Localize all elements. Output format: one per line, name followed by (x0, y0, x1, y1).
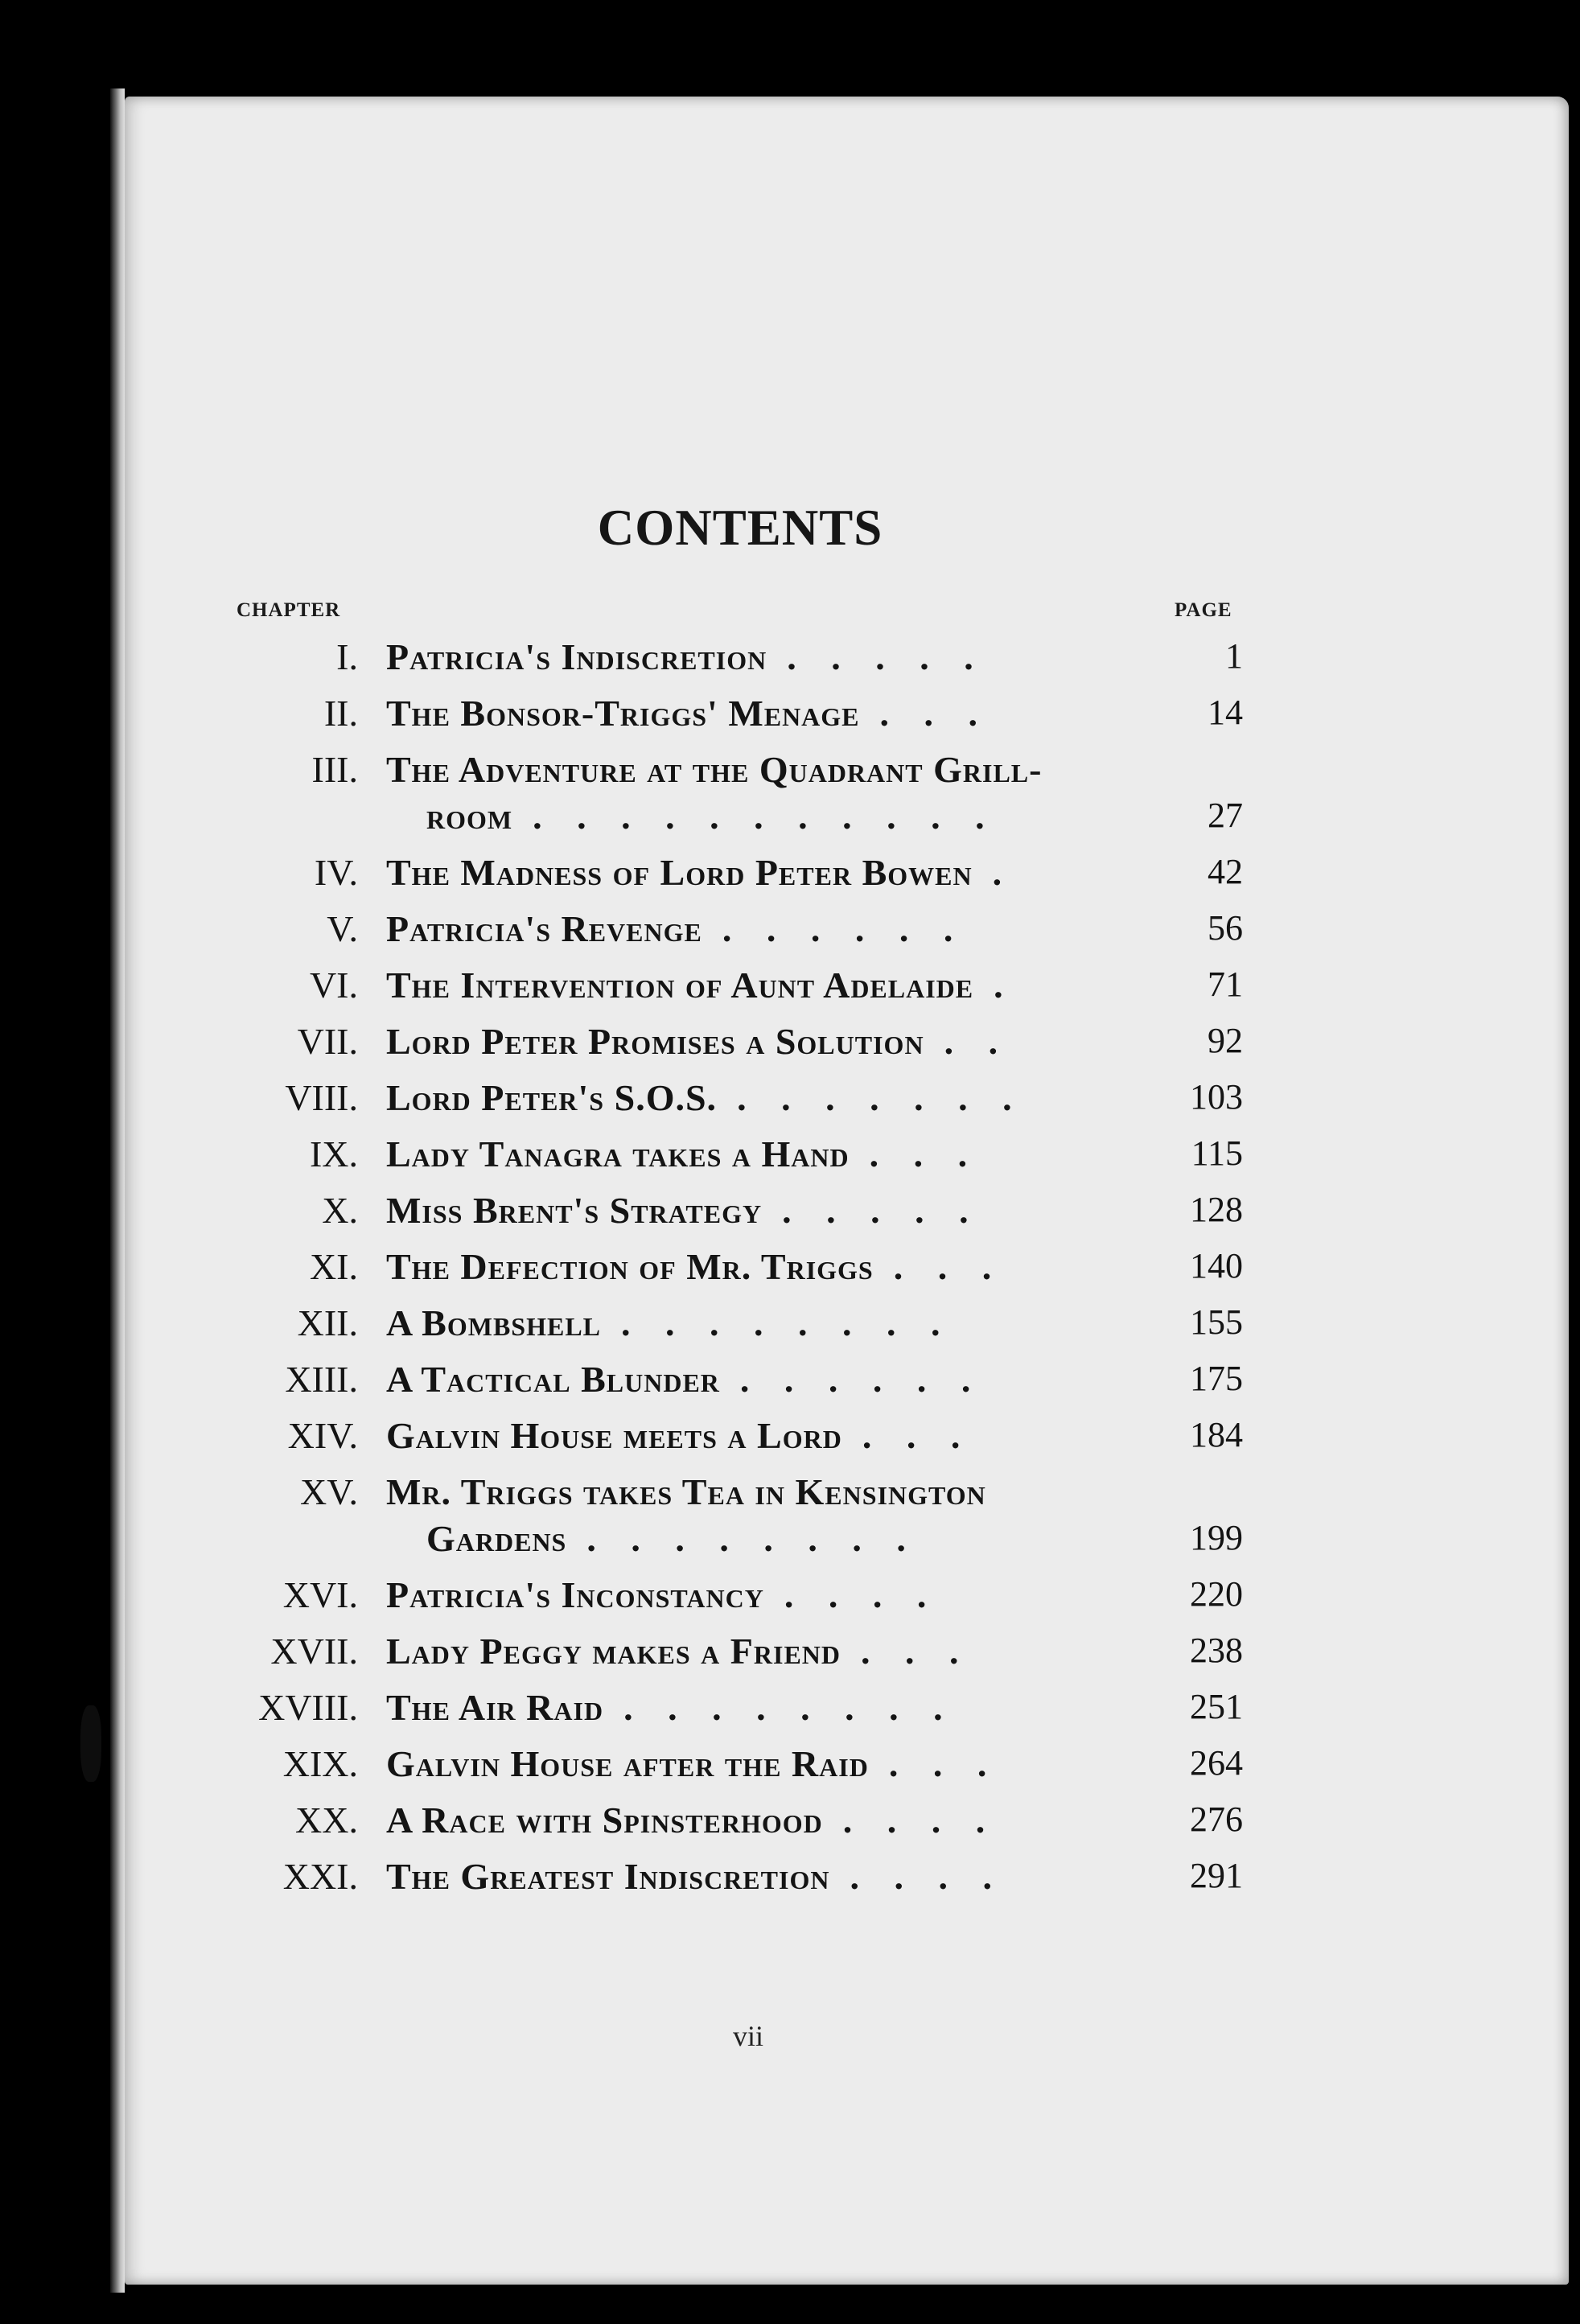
chapter-title-text: The Bonsor-Triggs' Menage (386, 693, 860, 734)
chapter-title-text: room (426, 796, 513, 837)
chapter-title (386, 1855, 1138, 1898)
toc-entry (129, 1855, 1573, 1911)
chapter-title-text: The Defection of Mr. Triggs (386, 1246, 874, 1287)
page-column-label: PAGE (1175, 599, 1232, 621)
dot-leader: . . . . . . . . . . . (533, 796, 998, 837)
dot-leader: . . . (861, 1631, 972, 1672)
chapter-title-text: The Madness of Lord Peter Bowen (386, 852, 973, 893)
chapter-number: XII. (297, 1302, 358, 1343)
chapter-title-text: The Air Raid (386, 1687, 604, 1728)
dot-leader: . . . . . . (722, 908, 966, 949)
chapter-title (386, 1630, 1138, 1672)
chapter-title-text: A Bombshell (386, 1302, 602, 1343)
chapter-number: IX. (309, 1133, 358, 1174)
table-of-contents (129, 636, 1573, 1911)
chapter-number: IV. (314, 852, 358, 893)
page-number: 238 (1190, 1631, 1243, 1670)
chapter-title-text: Patricia's Revenge (386, 908, 702, 949)
chapter-column-label: CHAPTER (237, 599, 341, 621)
chapter-number: I. (336, 636, 358, 677)
page-number: 264 (1190, 1743, 1243, 1783)
chapter-title-text: Galvin House meets a Lord (386, 1415, 842, 1456)
chapter-number: III. (311, 749, 358, 790)
chapter-title-text: Lord Peter Promises a Solution (386, 1021, 924, 1062)
chapter-title (386, 1189, 1138, 1232)
chapter-title-text: A Tactical Blunder (386, 1359, 720, 1400)
chapter-title-continuation (426, 1517, 1138, 1560)
toc-entry (129, 1302, 1573, 1358)
chapter-title-text: The Adventure at the Quadrant Grill- (386, 749, 1043, 790)
dot-leader: . . . . (850, 1856, 1005, 1897)
page-number: 155 (1190, 1302, 1243, 1342)
page-number: 92 (1208, 1021, 1243, 1060)
chapter-number: X. (322, 1190, 358, 1231)
chapter-title (386, 1076, 1138, 1119)
page-number: 71 (1208, 965, 1243, 1004)
chapter-title-text: Lady Peggy makes a Friend (386, 1631, 841, 1672)
dot-leader: . . . (888, 1743, 1000, 1784)
dot-leader: . . . (862, 1415, 973, 1456)
chapter-number: VI. (309, 965, 358, 1006)
toc-entry (129, 1470, 1573, 1573)
toc-entry (129, 692, 1573, 748)
chapter-title (386, 748, 1138, 791)
chapter-title (386, 1799, 1138, 1841)
chapter-title-text: Lord Peter's S.O.S. (386, 1077, 718, 1118)
page-number: 184 (1190, 1415, 1243, 1454)
page-number: 56 (1208, 908, 1243, 948)
chapter-title (386, 964, 1138, 1006)
dot-leader: . . . . . . (739, 1359, 984, 1400)
chapter-title-text: A Race with Spinsterhood (386, 1800, 823, 1841)
dot-leader: . (992, 852, 1015, 893)
chapter-number: XIV. (287, 1415, 358, 1456)
chapter-title-text: Mr. Triggs takes Tea in Kensington (386, 1471, 986, 1512)
toc-entry (129, 1414, 1573, 1470)
chapter-title-text: Galvin House after the Raid (386, 1743, 869, 1784)
page-title: CONTENTS (597, 500, 883, 556)
page-number: 220 (1190, 1574, 1243, 1614)
chapter-number: XXI. (282, 1856, 358, 1897)
dot-leader: . . . (893, 1246, 1005, 1287)
chapter-number: V. (327, 908, 358, 949)
page-number: 276 (1190, 1800, 1243, 1839)
chapter-title (386, 636, 1138, 678)
page-number: 1 (1225, 636, 1243, 676)
toc-entry (129, 1799, 1573, 1855)
chapter-title (386, 1020, 1138, 1063)
toc-entry (129, 1245, 1573, 1302)
toc-entry (129, 1630, 1573, 1686)
dot-leader: . . . (879, 693, 991, 734)
page-number: 42 (1208, 852, 1243, 891)
dot-leader: . . . . . . . . (621, 1302, 953, 1343)
toc-entry (129, 1686, 1573, 1742)
page-number: 291 (1190, 1856, 1243, 1895)
dot-leader: . (994, 965, 1016, 1006)
chapter-number: XVII. (270, 1631, 358, 1672)
chapter-title (386, 1133, 1138, 1175)
page-number: 251 (1190, 1687, 1243, 1726)
dot-leader: . . . . . . . (737, 1077, 1025, 1118)
dot-leader: . . . . (842, 1800, 998, 1841)
chapter-number: XIII. (285, 1359, 358, 1400)
chapter-title-text: Patricia's Indiscretion (386, 636, 767, 677)
dot-leader: . . . . . . . . (586, 1518, 919, 1559)
chapter-title (386, 851, 1138, 894)
chapter-title-text: The Intervention of Aunt Adelaide (386, 965, 974, 1006)
toc-entry (129, 1573, 1573, 1630)
chapter-title-text: Gardens (426, 1518, 567, 1559)
toc-entry (129, 1189, 1573, 1245)
chapter-number: II. (323, 693, 358, 734)
chapter-title-text: Lady Tanagra takes a Hand (386, 1133, 850, 1174)
page-number: 175 (1190, 1359, 1243, 1398)
chapter-title (386, 1742, 1138, 1785)
page-folio: vii (732, 2020, 763, 2052)
dot-leader: . . . . . . . . (623, 1687, 956, 1728)
chapter-title (386, 1573, 1138, 1616)
toc-entry (129, 964, 1573, 1020)
chapter-title (386, 1686, 1138, 1729)
chapter-title (386, 1414, 1138, 1457)
chapter-number: VII. (297, 1021, 358, 1062)
dot-leader: . . . . . (787, 636, 986, 677)
chapter-number: VIII. (285, 1077, 358, 1118)
toc-entry (129, 1076, 1573, 1133)
dot-leader: . . . (869, 1133, 981, 1174)
toc-entry (129, 1742, 1573, 1799)
chapter-title (386, 692, 1138, 734)
chapter-title (386, 907, 1138, 950)
toc-entry (129, 1133, 1573, 1189)
contents-page (129, 97, 1573, 2285)
chapter-title (386, 1302, 1138, 1344)
chapter-title-continuation (426, 795, 1138, 837)
book-spine (110, 88, 125, 2293)
page-number: 199 (1190, 1518, 1243, 1557)
chapter-number: XI. (309, 1246, 358, 1287)
chapter-number: XIX. (282, 1743, 358, 1784)
chapter-title (386, 1245, 1138, 1288)
page-number: 115 (1191, 1133, 1243, 1173)
binding-mark (80, 1705, 101, 1782)
toc-entry (129, 851, 1573, 907)
toc-entry (129, 636, 1573, 692)
page-number: 27 (1208, 796, 1243, 835)
toc-entry (129, 1358, 1573, 1414)
dot-leader: . . . . . (782, 1190, 981, 1231)
chapter-title-text: Miss Brent's Strategy (386, 1190, 763, 1231)
dot-leader: . . (944, 1021, 1011, 1062)
page-number: 128 (1190, 1190, 1243, 1229)
page-number: 14 (1208, 693, 1243, 732)
toc-entry (129, 907, 1573, 964)
chapter-title (386, 1470, 1138, 1513)
chapter-number: XVIII. (258, 1687, 358, 1728)
chapter-title-text: Patricia's Inconstancy (386, 1574, 764, 1615)
chapter-number: XX. (295, 1800, 358, 1841)
chapter-number: XV. (299, 1471, 358, 1512)
toc-entry (129, 1020, 1573, 1076)
chapter-title (386, 1358, 1138, 1401)
dot-leader: . . . . (784, 1574, 940, 1615)
toc-entry (129, 748, 1573, 851)
page-number: 103 (1190, 1077, 1243, 1117)
chapter-number: XVI. (282, 1574, 358, 1615)
page-number: 140 (1190, 1246, 1243, 1285)
chapter-title-text: The Greatest Indiscretion (386, 1856, 830, 1897)
